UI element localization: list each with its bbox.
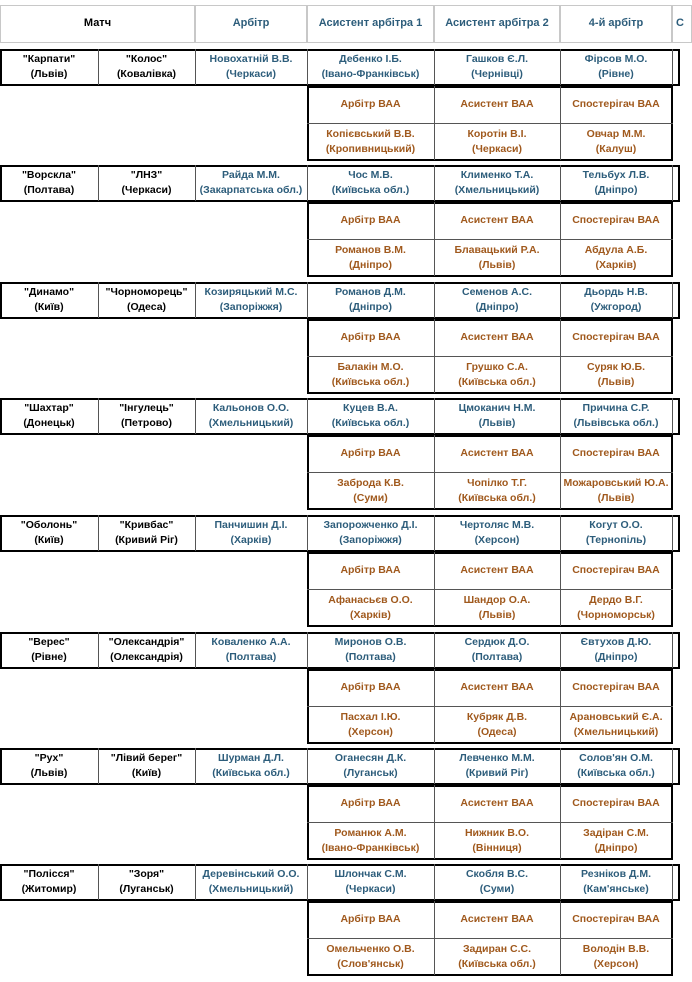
var-referee-region: (Дніпро)	[349, 258, 392, 271]
away-team-name: "Кривбас"	[119, 519, 174, 532]
assistant-2-name: Цмоканич Н.М.	[458, 402, 536, 415]
var-role-observer-name: Спостерігач ВАА	[572, 681, 660, 694]
grid-line	[434, 49, 435, 85]
assistant-2-region: (Львів)	[478, 417, 516, 429]
home-team-name: "Ворскла"	[21, 169, 77, 182]
grid-line	[560, 165, 561, 201]
fourth-official-name: Солов'ян О.М.	[579, 752, 653, 765]
referee-region: (Хмельницький)	[208, 417, 294, 429]
var-observer-name: Абдула А.Б.	[584, 243, 648, 256]
var-role-referee-name: Арбітр ВАА	[340, 447, 401, 460]
grid-line	[307, 49, 308, 85]
grid-line	[560, 49, 561, 85]
away-team-name: "Зоря"	[128, 868, 165, 881]
grid-line	[560, 398, 561, 434]
referee-name: Панчишин Д.І.	[214, 519, 288, 532]
match-row-frame	[0, 398, 680, 435]
var-role-referee-name: Арбітр ВАА	[340, 214, 401, 227]
grid-line	[307, 706, 673, 707]
fourth-official-region: (Львівська обл.)	[573, 417, 659, 429]
grid-line	[98, 165, 99, 201]
grid-line	[434, 864, 435, 900]
var-assistant-region: (Київська обл.)	[458, 375, 536, 388]
assistant-2-region: (Чернівці)	[471, 68, 523, 80]
assistant-2-name: Гашков Є.Л.	[466, 53, 528, 66]
var-role-referee-name: Арбітр ВАА	[340, 913, 401, 926]
grid-line	[98, 49, 99, 85]
var-role-assistant-name: Асистент ВАА	[460, 564, 534, 577]
referee-region: (Полтава)	[225, 651, 277, 663]
var-referee-region: (Кропивницький)	[325, 142, 416, 155]
var-role-observer-name: Спостерігач ВАА	[572, 98, 660, 111]
grid-line	[195, 864, 196, 900]
home-team-name: "Полісся"	[23, 868, 75, 881]
var-assistant-region: (Львів)	[478, 608, 516, 621]
header-referee: Арбітр	[195, 5, 307, 43]
away-team-name: "Лівий берег"	[110, 752, 183, 765]
assistant-2-region: (Херсон)	[474, 534, 520, 546]
grid-line	[560, 632, 561, 668]
home-team-region: (Львів)	[30, 767, 68, 779]
grid-line	[98, 515, 99, 551]
assistant-2-name: Скобля В.С.	[465, 868, 529, 881]
grid-line	[434, 669, 435, 743]
away-team-name: "ЛНЗ"	[130, 169, 163, 182]
match-row-frame	[0, 165, 680, 202]
var-referee-region: (Київська обл.)	[331, 375, 410, 388]
var-assistant-region: (Львів)	[478, 258, 516, 271]
grid-line	[307, 356, 673, 357]
referee-region: (Київська обл.)	[212, 767, 290, 779]
grid-line	[560, 435, 561, 509]
match-row-frame	[0, 49, 680, 86]
var-referee-region: (Харків)	[350, 608, 391, 621]
grid-line	[672, 632, 673, 668]
fourth-official-region: (Рівне)	[598, 68, 634, 80]
var-referee-region: (Слов'янськ)	[337, 957, 404, 970]
var-assistant-name: Грушко С.А.	[466, 360, 528, 373]
grid-line	[307, 472, 673, 473]
referee-name: Козиряцький М.С.	[204, 286, 298, 299]
assistant-2-region: (Полтава)	[471, 651, 523, 663]
referee-name: Деревінський О.О.	[202, 868, 300, 881]
referee-name: Коваленко А.А.	[211, 636, 291, 649]
var-role-assistant-name: Асистент ВАА	[460, 331, 534, 344]
grid-line	[195, 632, 196, 668]
assistant-1-region: (Київська обл.)	[331, 417, 410, 429]
referee-region: (Харків)	[230, 534, 272, 546]
home-team-name: "Оболонь"	[20, 519, 78, 532]
grid-line	[560, 552, 561, 626]
var-role-observer-name: Спостерігач ВАА	[572, 214, 660, 227]
var-assistant-name: Чопілко Т.Г.	[467, 476, 527, 489]
away-team-region: (Луганськ)	[119, 883, 174, 895]
grid-line	[434, 202, 435, 276]
home-team-name: "Динамо"	[23, 286, 75, 299]
assistant-1-name: Запорожченко Д.І.	[323, 519, 418, 532]
header-assistant-1: Асистент арбітра 1	[307, 5, 434, 43]
var-observer-name: Володін В.В.	[582, 942, 650, 955]
var-assistant-region: (Черкаси)	[471, 142, 522, 155]
var-assistant-name: Кубряк Д.В.	[466, 710, 528, 723]
header-cut-column: С	[672, 5, 692, 43]
grid-line	[434, 319, 435, 393]
assistant-1-name: Чос М.В.	[348, 169, 393, 182]
var-role-assistant-name: Асистент ВАА	[460, 214, 534, 227]
var-assistant-name: Задиран С.С.	[462, 942, 532, 955]
referee-name: Кальонов О.О.	[212, 402, 290, 415]
grid-line	[307, 515, 308, 551]
var-referee-name: Афанасьєв О.О.	[328, 593, 413, 606]
var-role-referee-name: Арбітр ВАА	[340, 797, 401, 810]
grid-line	[672, 165, 673, 201]
fourth-official-name: Резніков Д.М.	[580, 868, 652, 881]
grid-line	[560, 748, 561, 784]
referee-name: Новохатній В.В.	[209, 53, 293, 66]
match-row-frame	[0, 748, 680, 785]
var-referee-name: Балакін М.О.	[337, 360, 404, 373]
match-row-frame	[0, 515, 680, 552]
var-assistant-name: Нижник В.О.	[464, 826, 530, 839]
grid-line	[672, 282, 673, 318]
grid-line	[98, 282, 99, 318]
assistant-2-region: (Кривий Ріг)	[465, 767, 529, 779]
assistant-1-region: (Київська обл.)	[331, 184, 410, 196]
var-observer-region: (Львів)	[597, 491, 635, 504]
grid-line	[307, 123, 673, 124]
assistant-2-name: Семенов А.С.	[461, 286, 533, 299]
grid-line	[434, 282, 435, 318]
assistant-1-name: Шлончак С.М.	[334, 868, 407, 881]
referee-region: (Черкаси)	[225, 68, 276, 80]
grid-line	[560, 785, 561, 859]
fourth-official-name: Євтухов Д.Ю.	[580, 636, 652, 649]
var-role-referee-name: Арбітр ВАА	[340, 331, 401, 344]
assistant-1-name: Романов Д.М.	[335, 286, 406, 299]
fourth-official-region: (Дніпро)	[594, 651, 638, 663]
home-team-name: "Верес"	[28, 636, 70, 649]
assistant-1-region: (Луганськ)	[343, 767, 398, 779]
var-referee-region: (Херсон)	[348, 725, 393, 738]
var-referee-name: Омельченко О.В.	[326, 942, 415, 955]
grid-line	[98, 864, 99, 900]
var-referee-name: Заброда К.В.	[337, 476, 404, 489]
assistant-1-region: (Полтава)	[345, 651, 396, 663]
grid-line	[672, 864, 673, 900]
assistant-2-name: Клименко Т.А.	[460, 169, 534, 182]
grid-line	[307, 938, 673, 939]
grid-line	[434, 901, 435, 975]
grid-line	[195, 748, 196, 784]
header-assistant-2: Асистент арбітра 2	[434, 5, 560, 43]
var-role-assistant-name: Асистент ВАА	[460, 681, 534, 694]
grid-line	[560, 319, 561, 393]
fourth-official-name: Дьордь Н.В.	[584, 286, 648, 299]
home-team-name: "Рух"	[34, 752, 64, 765]
grid-line	[434, 632, 435, 668]
var-assistant-name: Шандор О.А.	[463, 593, 531, 606]
var-referee-name: Романюк А.М.	[334, 826, 407, 839]
home-team-region: (Київ)	[34, 534, 64, 546]
match-row-frame	[0, 282, 680, 319]
assistant-1-region: (Дніпро)	[349, 301, 392, 313]
var-assistant-region: (Вінниця)	[472, 841, 522, 854]
home-team-region: (Київ)	[34, 301, 64, 313]
var-role-assistant-name: Асистент ВАА	[460, 98, 534, 111]
grid-line	[434, 398, 435, 434]
home-team-region: (Полтава)	[23, 184, 75, 196]
var-observer-region: (Харків)	[595, 258, 637, 271]
var-referee-name: Романов В.М.	[335, 243, 406, 256]
var-role-observer-name: Спостерігач ВАА	[572, 331, 660, 344]
away-team-region: (Кривий Ріг)	[115, 534, 178, 546]
grid-line	[307, 398, 308, 434]
var-observer-region: (Херсон)	[593, 957, 639, 970]
grid-line	[560, 864, 561, 900]
assistant-2-region: (Дніпро)	[475, 301, 519, 313]
assistant-1-name: Оганесян Д.К.	[334, 752, 407, 765]
fourth-official-name: Фірсов М.О.	[584, 53, 648, 66]
var-observer-region: (Чорноморськ)	[577, 608, 655, 621]
var-role-referee-name: Арбітр ВАА	[340, 681, 401, 694]
grid-line	[195, 49, 196, 85]
grid-line	[98, 398, 99, 434]
grid-line	[560, 515, 561, 551]
grid-line	[560, 86, 561, 160]
grid-line	[307, 282, 308, 318]
grid-line	[195, 515, 196, 551]
away-team-name: "Олександрія"	[108, 636, 185, 649]
grid-line	[672, 748, 673, 784]
fourth-official-name: Причина С.Р.	[582, 402, 650, 415]
referee-region: (Хмельницький)	[208, 883, 294, 895]
grid-line	[98, 748, 99, 784]
var-observer-name: Арановський Є.А.	[569, 710, 663, 723]
assistant-2-name: Левченко М.М.	[459, 752, 535, 765]
grid-line	[307, 822, 673, 823]
var-observer-name: Можаровський Ю.А.	[563, 476, 669, 489]
away-team-region: (Одеса)	[126, 301, 167, 313]
grid-line	[98, 632, 99, 668]
home-team-region: (Львів)	[30, 68, 68, 80]
grid-line	[307, 589, 673, 590]
fourth-official-name: Тельбух Л.В.	[582, 169, 650, 182]
home-team-region: (Донецьк)	[23, 417, 75, 429]
home-team-name: "Карпати"	[22, 53, 76, 66]
var-referee-region: (Суми)	[353, 491, 388, 504]
var-assistant-region: (Київська обл.)	[458, 957, 536, 970]
grid-line	[195, 398, 196, 434]
header-fourth-official: 4-й арбітр	[560, 5, 672, 43]
away-team-region: (Київ)	[131, 767, 162, 779]
assistant-1-region: (Івано-Франківськ)	[321, 68, 420, 80]
fourth-official-region: (Тернопіль)	[585, 534, 647, 546]
assistant-1-name: Дебенко І.Б.	[339, 53, 402, 66]
away-team-name: "Колос"	[125, 53, 168, 66]
assistant-1-region: (Черкаси)	[345, 883, 396, 895]
grid-line	[672, 515, 673, 551]
home-team-name: "Шахтар"	[24, 402, 74, 415]
grid-line	[560, 202, 561, 276]
var-role-assistant-name: Асистент ВАА	[460, 797, 534, 810]
referee-region: (Запоріжжя)	[219, 301, 283, 313]
var-assistant-name: Коротін В.І.	[467, 127, 527, 140]
var-assistant-name: Блавацький Р.А.	[454, 243, 540, 256]
assistant-1-region: (Запоріжжя)	[339, 534, 402, 546]
assistant-1-name: Куцев В.А.	[343, 402, 398, 415]
grid-line	[434, 86, 435, 160]
var-role-observer-name: Спостерігач ВАА	[572, 797, 660, 810]
var-role-observer-name: Спостерігач ВАА	[572, 564, 660, 577]
grid-line	[307, 748, 308, 784]
var-role-observer-name: Спостерігач ВАА	[572, 447, 660, 460]
header-match: Матч	[0, 5, 195, 43]
grid-line	[560, 669, 561, 743]
grid-line	[434, 435, 435, 509]
away-team-name: "Інгулець"	[119, 402, 174, 415]
grid-line	[672, 398, 673, 434]
var-referee-name: Копієвський В.В.	[326, 127, 415, 140]
grid-line	[434, 165, 435, 201]
assistant-1-name: Миронов О.В.	[334, 636, 407, 649]
var-assistant-region: (Одеса)	[477, 725, 517, 738]
grid-line	[560, 901, 561, 975]
grid-line	[195, 282, 196, 318]
var-observer-name: Дердо В.Г.	[589, 593, 643, 606]
grid-line	[195, 165, 196, 201]
var-observer-region: (Хмельницький)	[573, 725, 659, 738]
fourth-official-name: Когут О.О.	[589, 519, 643, 532]
var-role-observer-name: Спостерігач ВАА	[572, 913, 660, 926]
fourth-official-region: (Дніпро)	[594, 184, 638, 196]
away-team-region: (Олександрія)	[110, 651, 183, 663]
var-role-referee-name: Арбітр ВАА	[340, 564, 401, 577]
referee-region: (Закарпатська обл.)	[199, 184, 303, 196]
assistant-2-name: Чертоляс М.В.	[459, 519, 535, 532]
match-row-frame	[0, 864, 680, 901]
grid-line	[434, 748, 435, 784]
grid-line	[434, 515, 435, 551]
grid-line	[307, 165, 308, 201]
referee-name: Шурман Д.Л.	[218, 752, 284, 765]
match-row-frame	[0, 632, 680, 669]
away-team-name: "Чорноморець"	[105, 286, 188, 299]
referee-name: Райда М.М.	[222, 169, 280, 182]
assistant-2-region: (Хмельницький)	[454, 184, 540, 196]
grid-line	[672, 49, 673, 85]
fourth-official-region: (Кам'янське)	[583, 883, 649, 895]
away-team-region: (Черкаси)	[121, 184, 172, 196]
var-assistant-region: (Київська обл.)	[458, 491, 536, 504]
grid-line	[307, 632, 308, 668]
var-referee-region: (Івано-Франківськ)	[321, 841, 420, 854]
var-role-assistant-name: Асистент ВАА	[460, 913, 534, 926]
away-team-region: (Петрово)	[121, 417, 172, 429]
var-role-referee-name: Арбітр ВАА	[340, 98, 401, 111]
var-observer-name: Овчар М.М.	[586, 127, 646, 140]
grid-line	[560, 282, 561, 318]
grid-line	[434, 552, 435, 626]
var-observer-region: (Дніпро)	[594, 841, 638, 854]
var-observer-region: (Львів)	[597, 375, 635, 388]
var-referee-name: Пасхал І.Ю.	[340, 710, 401, 723]
fourth-official-region: (Київська обл.)	[577, 767, 655, 779]
grid-line	[434, 785, 435, 859]
var-observer-region: (Калуш)	[595, 142, 637, 155]
grid-line	[307, 239, 673, 240]
fourth-official-region: (Ужгород)	[590, 301, 642, 313]
var-role-assistant-name: Асистент ВАА	[460, 447, 534, 460]
away-team-region: (Ковалівка)	[116, 68, 177, 80]
var-observer-name: Задіран С.М.	[583, 826, 649, 839]
home-team-region: (Житомир)	[21, 883, 77, 895]
assistant-2-name: Сердюк Д.О.	[464, 636, 530, 649]
assistant-2-region: (Суми)	[479, 883, 515, 895]
home-team-region: (Рівне)	[31, 651, 67, 663]
var-observer-name: Суряк Ю.Б.	[586, 360, 646, 373]
grid-line	[307, 864, 308, 900]
